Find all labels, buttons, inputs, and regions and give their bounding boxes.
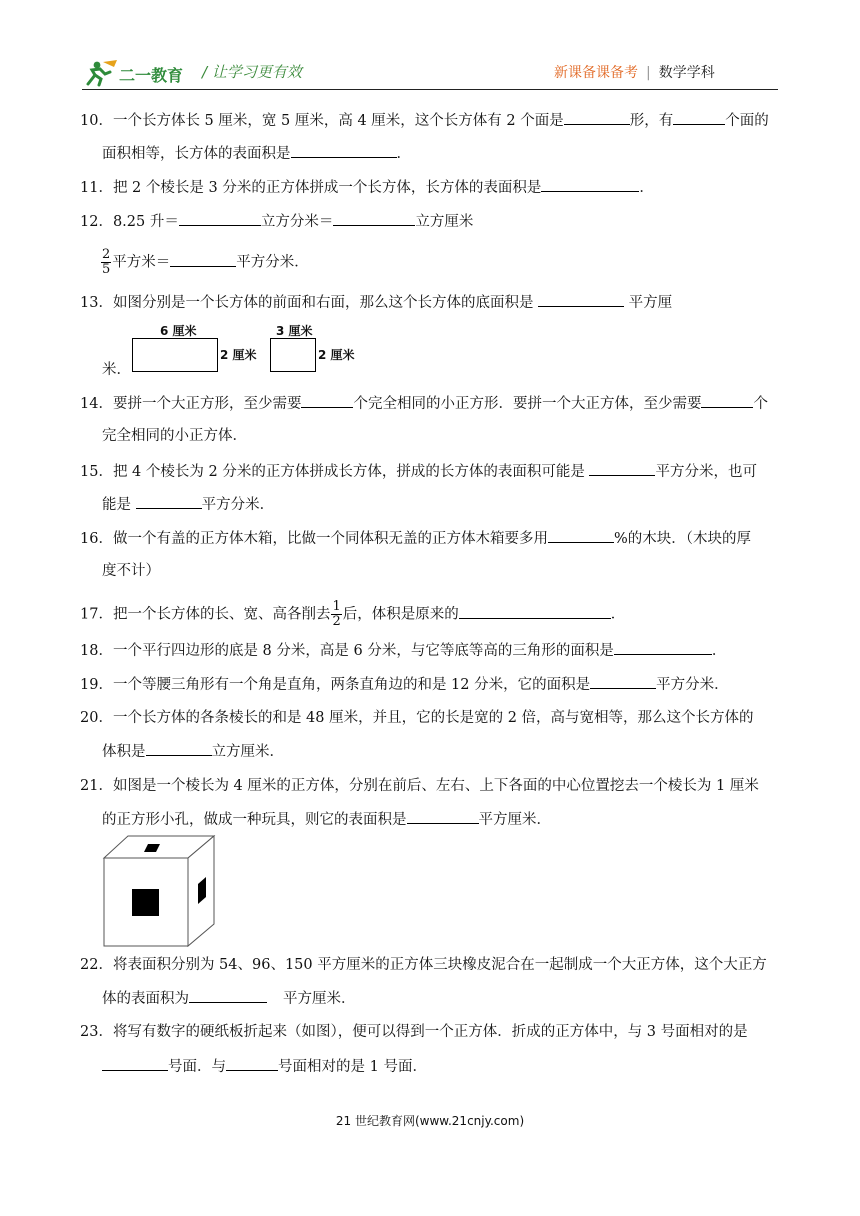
q11-text-1: 11．把 2 个棱长是 3 分米的正方体拼成一个长方体，长方体的表面积是 — [80, 180, 542, 196]
q13-text-1: 13．如图分别是一个长方体的前面和右面，那么这个长方体的底面积是 — [80, 295, 534, 311]
question-14 — [80, 393, 780, 414]
question-14-line2 — [102, 426, 802, 446]
q23-blank-1[interactable] — [102, 1056, 168, 1071]
q12-fraction-num: 2 — [102, 247, 111, 262]
q15-blank-2[interactable] — [136, 494, 202, 509]
question-21 — [80, 776, 780, 796]
q16-text-1: 16．做一个有盖的正方体木箱，比做一个同体积无盖的正方体木箱要多用 — [80, 531, 548, 547]
q12-text-3: 立方厘米 — [415, 214, 474, 230]
q10-text-1: 10．一个长方体长 5 厘米，宽 5 厘米，高 4 厘米，这个长方体有 2 个面是 — [80, 113, 564, 129]
q14-blank-1[interactable] — [301, 393, 353, 408]
q19-blank[interactable] — [590, 674, 656, 689]
question-23 — [80, 1022, 780, 1042]
q17-fraction-num: 1 — [332, 599, 341, 614]
q17-fraction-den: 2 — [332, 614, 341, 629]
q12-text-1: 12．8.25 升＝ — [80, 214, 179, 230]
q10-blank-1[interactable] — [564, 110, 630, 125]
heading-subject: 数学学科 — [658, 65, 715, 81]
question-20 — [80, 708, 780, 728]
q13-fig2-side-label: 2 厘米 — [318, 348, 355, 362]
q12-text-5: 平方分米． — [236, 254, 309, 271]
question-15 — [80, 461, 780, 482]
q21-text-3: 平方厘米． — [478, 812, 551, 828]
q12-fraction-den: 5 — [102, 262, 111, 277]
q16-text-2: %的木块．（木块的厚 — [613, 531, 751, 547]
q14-text-4: 完全相同的小正方体． — [102, 428, 247, 444]
question-13-line2 — [102, 360, 802, 380]
q14-text-3: 个 — [753, 396, 768, 412]
svg-text:二一教育: 二一教育 — [119, 66, 184, 85]
q18-text-2: ． — [711, 643, 727, 659]
q11-blank[interactable] — [541, 177, 639, 192]
q23-text-2: 号面．与 — [168, 1059, 226, 1075]
q13-fig1-side-label: 2 厘米 — [220, 348, 257, 362]
question-17 — [80, 600, 780, 629]
q12-blank-1[interactable] — [179, 211, 261, 226]
question-22 — [80, 955, 780, 975]
header-rule — [82, 89, 778, 90]
q10-blank-3[interactable] — [291, 143, 397, 158]
q19-text-2: 平方分米． — [656, 677, 729, 693]
q15-blank-1[interactable] — [589, 461, 655, 476]
q10-text-5: ． — [396, 146, 411, 162]
subject-heading — [554, 62, 715, 82]
q11-text-2: ． — [639, 180, 654, 196]
q22-blank[interactable] — [189, 988, 267, 1003]
q18-blank[interactable] — [614, 640, 712, 655]
q13-text-3: 米． — [102, 362, 131, 378]
question-19 — [80, 674, 780, 695]
question-18 — [80, 640, 780, 661]
q15-text-2: 平方分米，也可 — [655, 464, 757, 480]
q23-text-1: 23．将写有数字的硬纸板折起来（如图），便可以得到一个正方体．折成的正方体中，与 3 号面相对的是 — [80, 1024, 748, 1040]
q13-blank[interactable] — [538, 292, 624, 307]
heading-divider: | — [646, 65, 651, 81]
q15-text-1: 15．把 4 个棱长为 2 分米的正方体拼成长方体，拼成的长方体的表面积可能是 — [80, 464, 585, 480]
page-header — [0, 0, 860, 100]
question-20-line2 — [102, 741, 802, 762]
q10-blank-2[interactable] — [673, 110, 725, 125]
q12-fraction — [101, 248, 111, 277]
q16-text-3: 度不计） — [102, 563, 160, 579]
q17-text-2: 后，体积是原来的 — [342, 606, 459, 623]
q13-fig1-top-label: 6 厘米 — [160, 324, 197, 338]
q13-text-2: 平方厘 — [628, 295, 673, 311]
question-10-line2 — [102, 143, 802, 164]
q21-text-2: 的正方形小孔，做成一种玩具，则它的表面积是 — [102, 812, 407, 828]
q12-blank-2[interactable] — [333, 211, 415, 226]
q22-text-1: 22．将表面积分别为 54、96、150 平方厘米的正方体三块橡皮泥合在一起制成一个大正方体，这个大正方 — [80, 957, 767, 973]
q19-text-1: 19．一个等腰三角形有一个角是直角，两条直角边的和是 12 分米，它的面积是 — [80, 677, 591, 693]
question-22-line2 — [102, 988, 802, 1009]
q10-text-2: 形，有 — [629, 113, 674, 129]
q12-text-4: 平方米＝ — [112, 254, 171, 271]
q22-text-2: 体的表面积为 — [102, 991, 189, 1007]
q22-text-3: 平方厘米． — [283, 991, 356, 1007]
question-15-line2 — [102, 494, 802, 515]
logo-icon — [83, 58, 193, 88]
q17-text-1: 17．把一个长方体的长、宽、高各削去 — [80, 606, 331, 623]
q16-blank[interactable] — [548, 528, 614, 543]
q23-text-3: 号面相对的是 1 号面． — [278, 1059, 427, 1075]
q21-text-1: 21．如图是一个棱长为 4 厘米的正方体，分别在前后、左右、上下各面的中心位置挖去一个棱长为 1 厘米 — [80, 778, 759, 794]
q20-text-2: 体积是 — [102, 744, 146, 760]
q17-text-3: ． — [610, 606, 626, 623]
question-12 — [80, 211, 780, 232]
question-13 — [80, 292, 780, 313]
question-16 — [80, 528, 780, 549]
q20-blank[interactable] — [146, 741, 212, 756]
q17-fraction — [331, 600, 341, 629]
page-footer: 21 世纪教育网(www.21cnjy.com) — [335, 1114, 525, 1128]
q17-blank[interactable] — [459, 604, 611, 619]
q14-text-1: 14．要拼一个大正方形，至少需要 — [80, 396, 302, 412]
q10-text-3: 个面的 — [725, 113, 769, 129]
q13-fig2-top-label: 3 厘米 — [276, 324, 313, 338]
cube-front-hole — [132, 889, 159, 916]
question-21-line2 — [102, 809, 802, 830]
q14-blank-2[interactable] — [701, 393, 753, 408]
q10-text-4: 面积相等，长方体的表面积是 — [102, 146, 291, 162]
question-23-line2 — [102, 1056, 802, 1077]
q15-text-3: 能是 — [102, 497, 131, 513]
q21-cube-figure — [100, 834, 220, 950]
question-16-line2 — [102, 561, 802, 581]
heading-course-tag: 新课备课备考 — [554, 65, 638, 81]
q15-text-4: 平方分米． — [201, 497, 275, 513]
q18-text-1: 18．一个平行四边形的底是 8 分米，高是 6 分米，与它等底等高的三角形的面积是 — [80, 643, 614, 659]
question-10 — [80, 110, 780, 131]
q14-text-2: 个完全相同的小正方形．要拼一个大正方体，至少需要 — [353, 396, 702, 412]
question-12-line2 — [100, 248, 800, 277]
q20-text-1: 20．一个长方体的各条棱长的和是 48 厘米，并且，它的长是宽的 2 倍，高与宽相等，那么这个长方体的 — [80, 710, 754, 726]
slogan: / 让学习更有效 — [202, 63, 302, 81]
q23-blank-2[interactable] — [226, 1056, 278, 1071]
question-11 — [80, 177, 780, 198]
q20-text-3: 立方厘米． — [211, 744, 284, 760]
q21-blank[interactable] — [407, 809, 479, 824]
q12-blank-3[interactable] — [170, 252, 236, 267]
q12-text-2: 立方分米＝ — [260, 214, 334, 230]
